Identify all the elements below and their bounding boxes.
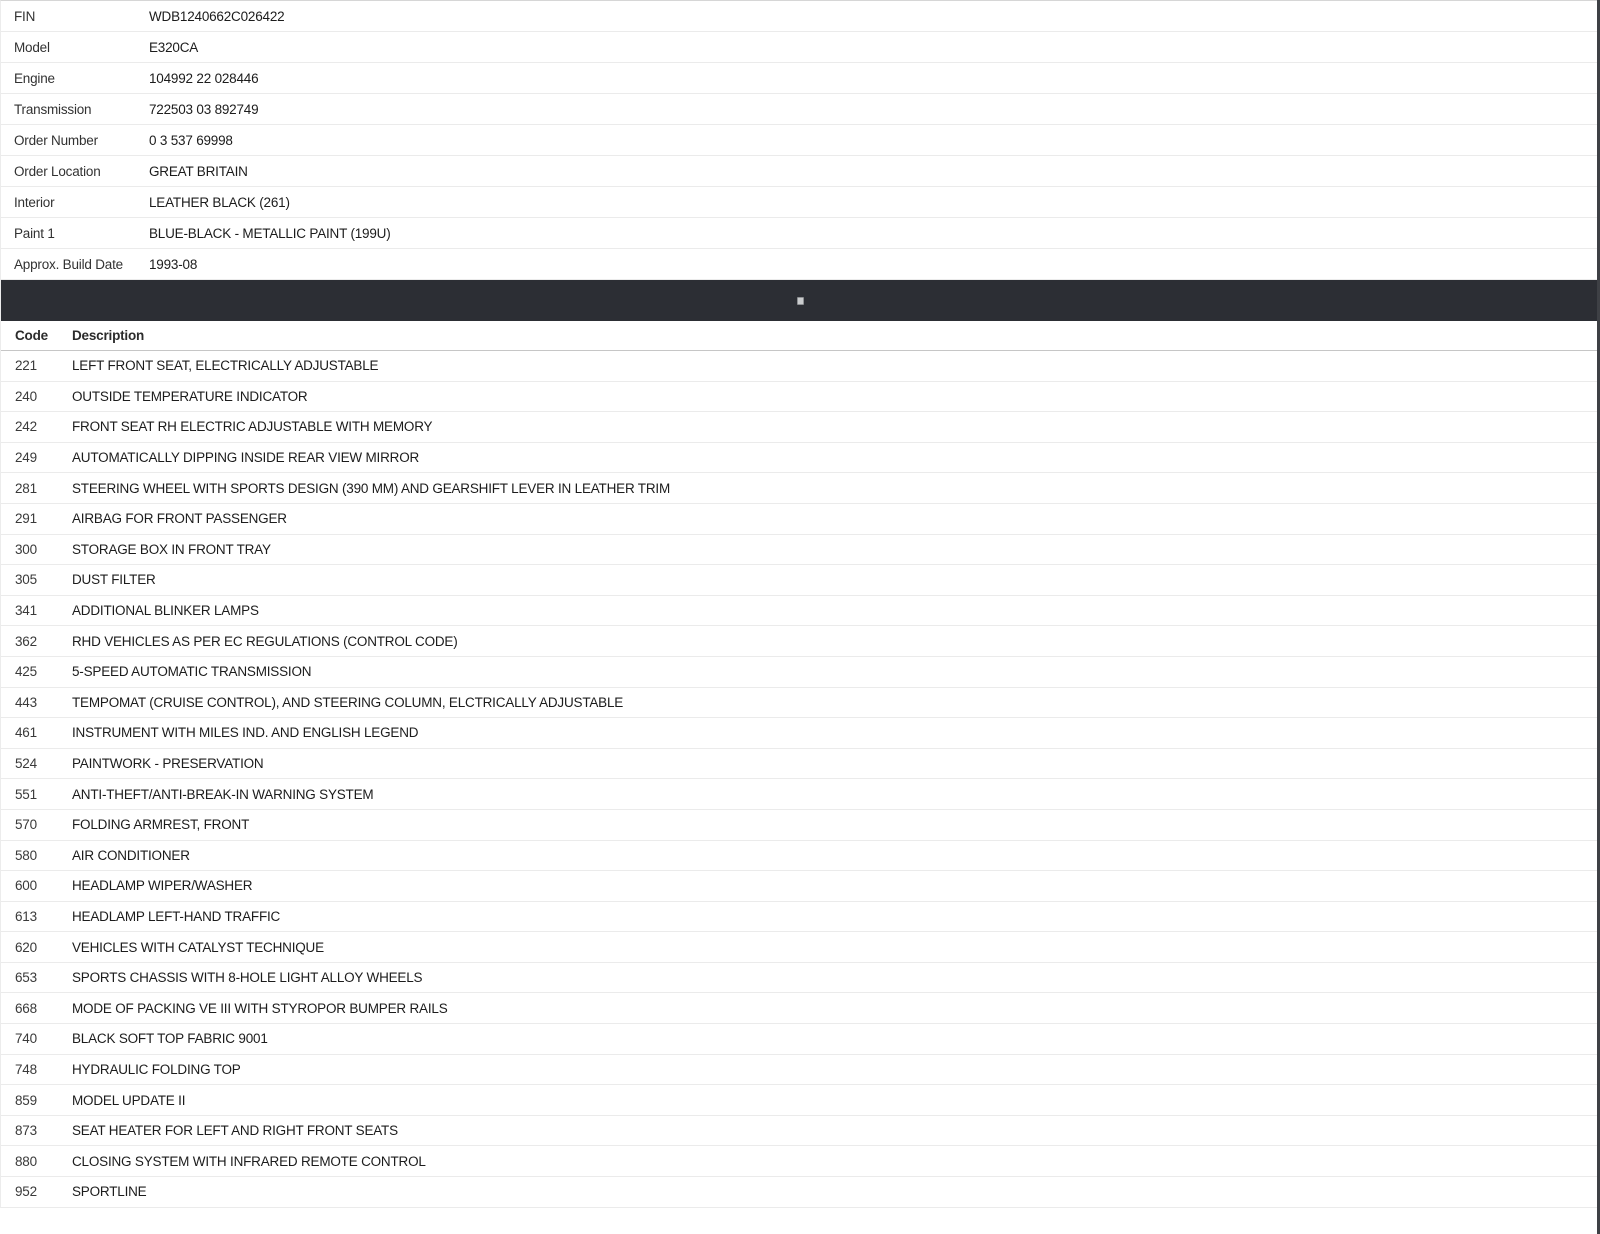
vehicle-info-value: E320CA (149, 39, 199, 55)
code-column-header: Code (15, 328, 48, 343)
option-code: 240 (15, 388, 37, 404)
option-row (1, 351, 1600, 382)
option-code: 291 (15, 511, 37, 527)
option-row (1, 993, 1600, 1024)
vehicle-info-row (1, 218, 1600, 249)
option-description: FOLDING ARMREST, FRONT (72, 817, 250, 833)
option-description: AUTOMATICALLY DIPPING INSIDE REAR VIEW MIRROR (72, 450, 420, 466)
vehicle-info-label: Model (14, 39, 50, 55)
option-description: DUST FILTER (72, 572, 156, 588)
vehicle-info-value: GREAT BRITAIN (149, 163, 248, 179)
option-row (1, 1177, 1600, 1208)
vehicle-info-row (1, 32, 1600, 63)
option-description: HYDRAULIC FOLDING TOP (72, 1061, 241, 1077)
option-row (1, 718, 1600, 749)
option-description: AIRBAG FOR FRONT PASSENGER (72, 511, 287, 527)
option-code: 580 (15, 847, 37, 863)
vehicle-info-label: Paint 1 (14, 225, 55, 241)
option-row (1, 1085, 1600, 1116)
vehicle-info-row (1, 156, 1600, 187)
option-row (1, 1146, 1600, 1177)
option-description: ADDITIONAL BLINKER LAMPS (72, 603, 259, 619)
option-code: 461 (15, 725, 37, 741)
option-code: 249 (15, 450, 37, 466)
option-row (1, 657, 1600, 688)
option-description: RHD VEHICLES AS PER EC REGULATIONS (CONTROL CODE) (72, 633, 458, 649)
option-code: 653 (15, 970, 37, 986)
option-row (1, 902, 1600, 933)
vehicle-info-table (1, 1, 1600, 280)
option-row (1, 535, 1600, 566)
option-description: STEERING WHEEL WITH SPORTS DESIGN (390 MM) AND GEARSHIFT LEVER IN LEATHER TRIM (72, 480, 670, 496)
option-row (1, 1024, 1600, 1055)
option-code: 952 (15, 1184, 37, 1200)
option-code: 362 (15, 633, 37, 649)
option-row (1, 473, 1600, 504)
option-row (1, 963, 1600, 994)
option-row (1, 871, 1600, 902)
option-row (1, 504, 1600, 535)
description-column-header: Description (72, 328, 145, 343)
option-description: VEHICLES WITH CATALYST TECHNIQUE (72, 939, 324, 955)
option-code: 873 (15, 1123, 37, 1139)
vehicle-info-label: Engine (14, 70, 55, 86)
option-description: CLOSING SYSTEM WITH INFRARED REMOTE CONTROL (72, 1153, 426, 1169)
option-code: 620 (15, 939, 37, 955)
option-row (1, 749, 1600, 780)
option-code: 600 (15, 878, 37, 894)
option-code: 443 (15, 694, 37, 710)
option-code: 281 (15, 480, 37, 496)
option-description: AIR CONDITIONER (72, 847, 190, 863)
vehicle-info-value: BLUE-BLACK - METALLIC PAINT (199U) (149, 225, 391, 241)
option-description: LEFT FRONT SEAT, ELECTRICALLY ADJUSTABLE (72, 358, 379, 374)
option-description: SPORTLINE (72, 1184, 147, 1200)
option-row (1, 1055, 1600, 1086)
option-code: 613 (15, 908, 37, 924)
broken-image-icon (797, 297, 804, 305)
vehicle-info-label: Interior (14, 194, 55, 210)
vehicle-info-value: 0 3 537 69998 (149, 132, 233, 148)
vehicle-info-row (1, 1, 1600, 32)
vehicle-info-row (1, 249, 1600, 280)
option-row (1, 779, 1600, 810)
section-band (1, 280, 1600, 321)
vehicle-info-value: WDB1240662C026422 (149, 8, 285, 24)
vehicle-info-label: FIN (14, 8, 36, 24)
option-code: 740 (15, 1031, 37, 1047)
option-code: 221 (15, 358, 37, 374)
option-code: 524 (15, 756, 37, 772)
option-code: 242 (15, 419, 37, 435)
vehicle-info-label: Approx. Build Date (14, 256, 123, 272)
vehicle-info-row (1, 63, 1600, 94)
option-description: ANTI-THEFT/ANTI-BREAK-IN WARNING SYSTEM (72, 786, 374, 802)
option-description: INSTRUMENT WITH MILES IND. AND ENGLISH LEGEND (72, 725, 419, 741)
option-description: BLACK SOFT TOP FABRIC 9001 (72, 1031, 268, 1047)
option-row (1, 932, 1600, 963)
option-row (1, 841, 1600, 872)
option-row (1, 443, 1600, 474)
option-row (1, 626, 1600, 657)
vehicle-info-label: Transmission (14, 101, 92, 117)
option-code: 305 (15, 572, 37, 588)
option-code: 570 (15, 817, 37, 833)
vehicle-info-label: Order Number (14, 132, 98, 148)
vehicle-info-value: 1993-08 (149, 256, 198, 272)
option-description: SEAT HEATER FOR LEFT AND RIGHT FRONT SEATS (72, 1123, 398, 1139)
option-code: 300 (15, 541, 37, 557)
option-row (1, 1116, 1600, 1147)
option-description: STORAGE BOX IN FRONT TRAY (72, 541, 271, 557)
option-description: MODE OF PACKING VE III WITH STYROPOR BUMPER RAILS (72, 1000, 448, 1016)
vehicle-info-row (1, 187, 1600, 218)
option-code: 859 (15, 1092, 37, 1108)
option-description: HEADLAMP WIPER/WASHER (72, 878, 253, 894)
option-description: 5-SPEED AUTOMATIC TRANSMISSION (72, 664, 312, 680)
option-description: SPORTS CHASSIS WITH 8-HOLE LIGHT ALLOY WHEELS (72, 970, 423, 986)
option-description: TEMPOMAT (CRUISE CONTROL), AND STEERING COLUMN, ELCTRICALLY ADJUSTABLE (72, 694, 624, 710)
options-table (1, 321, 1600, 1208)
option-code: 668 (15, 1000, 37, 1016)
option-description: OUTSIDE TEMPERATURE INDICATOR (72, 388, 308, 404)
option-code: 341 (15, 603, 37, 619)
option-row (1, 412, 1600, 443)
option-row (1, 688, 1600, 719)
option-description: HEADLAMP LEFT-HAND TRAFFIC (72, 908, 281, 924)
vehicle-info-value: LEATHER BLACK (261) (149, 194, 290, 210)
option-row (1, 382, 1600, 413)
vehicle-info-label: Order Location (14, 163, 101, 179)
option-code: 425 (15, 664, 37, 680)
option-description: PAINTWORK - PRESERVATION (72, 756, 264, 772)
vehicle-info-row (1, 125, 1600, 156)
vehicle-info-value: 722503 03 892749 (149, 101, 259, 117)
option-description: FRONT SEAT RH ELECTRIC ADJUSTABLE WITH MEMORY (72, 419, 433, 435)
options-table-header (1, 321, 1600, 351)
option-description: MODEL UPDATE II (72, 1092, 186, 1108)
vehicle-info-value: 104992 22 028446 (149, 70, 259, 86)
vehicle-info-row (1, 94, 1600, 125)
option-code: 880 (15, 1153, 37, 1169)
option-code: 748 (15, 1061, 37, 1077)
options-table-body (1, 351, 1600, 1208)
option-row (1, 810, 1600, 841)
option-row (1, 596, 1600, 627)
option-code: 551 (15, 786, 37, 802)
option-row (1, 565, 1600, 596)
